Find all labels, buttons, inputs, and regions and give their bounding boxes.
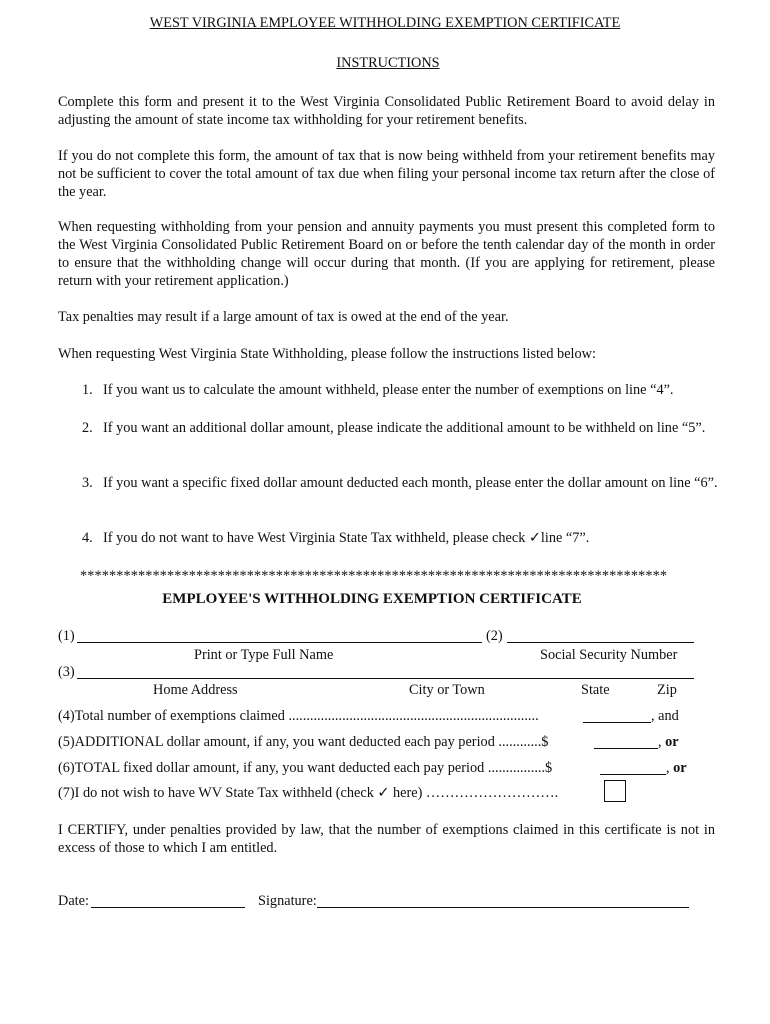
no-withholding-checkbox[interactable]: [604, 780, 626, 802]
additional-amount-label: (5)ADDITIONAL dollar amount, if any, you want deducted each pay period ............$: [58, 734, 549, 750]
instruction-item-number: 1.: [82, 382, 93, 398]
ssn-caption: Social Security Number: [540, 647, 678, 663]
fixed-amount-label: (6)TOTAL fixed dollar amount, if any, you want deducted each pay period ................$: [58, 760, 553, 776]
city-caption: City or Town: [409, 682, 485, 698]
fixed-amount-or: or: [673, 760, 687, 776]
signature-field[interactable]: [317, 907, 689, 908]
certificate-title: EMPLOYEE'S WITHHOLDING EXEMPTION CERTIFICATE: [162, 591, 582, 607]
date-label: Date:: [58, 893, 89, 909]
instruction-item-text: If you want a specific fixed dollar amount deducted each month, please enter the dollar amount on line “6”.: [103, 475, 718, 491]
additional-amount-field[interactable]: [594, 748, 658, 749]
instruction-item-text: If you want an additional dollar amount, please indicate the additional amount to be withheld on line “5”.: [103, 420, 706, 436]
no-withholding-label: (7)I do not wish to have WV State Tax withheld (check ✓ here) ……………………….: [58, 785, 559, 801]
full-name-caption: Print or Type Full Name: [194, 647, 334, 663]
field-1-number: (1): [58, 628, 75, 644]
exemptions-suffix: , and: [651, 708, 679, 724]
form-title: WEST VIRGINIA EMPLOYEE WITHHOLDING EXEMPTION CERTIFICATE: [149, 15, 621, 31]
fixed-amount-field[interactable]: [600, 774, 666, 775]
ssn-field[interactable]: [507, 642, 694, 643]
instructions-paragraph-5: When requesting West Virginia State Withholding, please follow the instructions listed below:: [58, 346, 596, 362]
state-caption: State: [581, 682, 610, 698]
exemptions-field[interactable]: [583, 722, 651, 723]
field-2-number: (2): [486, 628, 503, 644]
separator-line: *********************************************************************************: [80, 568, 668, 584]
instructions-paragraph-3: When requesting withholding from your pension and annuity payments you must present this completed form to the West Virginia Consolidated Public Retirement Board on or before the tenth calendar day of the month in order to ensure that the withholding change will occur during that month. (If you are applying for retirement, please return with your retirement application.): [58, 219, 715, 289]
instructions-heading: INSTRUCTIONS: [336, 55, 440, 71]
instruction-item-text: If you do not want to have West Virginia State Tax withheld, please check ✓line “7”.: [103, 530, 590, 546]
zip-caption: Zip: [657, 682, 677, 698]
instructions-paragraph-4: Tax penalties may result if a large amount of tax is owed at the end of the year.: [58, 309, 509, 325]
home-address-caption: Home Address: [153, 682, 238, 698]
field-3-number: (3): [58, 664, 75, 680]
exemptions-label: (4)Total number of exemptions claimed ......................................................................: [58, 708, 539, 724]
date-field[interactable]: [91, 907, 245, 908]
instruction-item-number: 3.: [82, 475, 93, 491]
instructions-paragraph-2: If you do not complete this form, the amount of tax that is now being withheld from your retirement benefits may not be sufficient to cover the total amount of tax due when filing your personal income tax return after the close of the year.: [58, 148, 715, 200]
signature-label: Signature:: [258, 893, 317, 909]
full-name-field[interactable]: [77, 642, 482, 643]
additional-amount-or: or: [665, 734, 679, 750]
instructions-paragraph-1: Complete this form and present it to the West Virginia Consolidated Public Retirement Board to avoid delay in adjusting the amount of state income tax withholding for your retirement benefits.: [58, 94, 715, 128]
certification-statement: I CERTIFY, under penalties provided by law, that the number of exemptions claimed in this certificate is not in excess of those to which I am entitled.: [58, 822, 715, 856]
instruction-item-text: If you want us to calculate the amount withheld, please enter the number of exemptions on line “4”.: [103, 382, 674, 398]
instruction-item-number: 4.: [82, 530, 93, 546]
instruction-item-number: 2.: [82, 420, 93, 436]
address-field[interactable]: [77, 678, 694, 679]
